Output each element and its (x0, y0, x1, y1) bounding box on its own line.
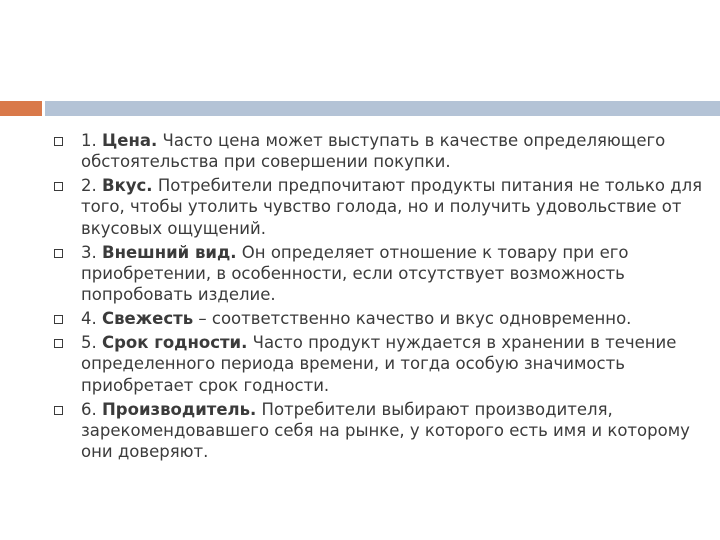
header-accent-blue-bar (45, 101, 720, 116)
list-item-appearance (52, 242, 712, 306)
item-label: Цена. (102, 131, 158, 150)
item-text: Часто цена может выступать в качестве определяющего обстоятельства при совершении покупки. (81, 131, 666, 172)
item-text: Потребители предпочитают продукты питания не только для того, чтобы утолить чувство голода, но и получить удовольствие от вкусовых ощущений. (81, 176, 703, 238)
item-label: Свежесть (102, 309, 194, 329)
square-bullet-icon (54, 137, 63, 146)
item-number: 2. (81, 176, 102, 196)
list-item-shelf-life (52, 332, 712, 396)
square-bullet-icon (54, 339, 63, 348)
item-text: – соответственно качество и вкус одновременно. (193, 309, 632, 329)
item-number: 5. (81, 333, 102, 353)
item-label: Производитель. (102, 399, 257, 419)
item-label: Срок годности. (102, 333, 248, 353)
item-number: 1. (81, 131, 102, 150)
item-text: Он определяет отношение к товару при его приобретении, в особенности, если отсутствует возможность попробовать изделие. (81, 242, 629, 305)
list-item-producer (52, 399, 712, 463)
item-number: 4. (81, 309, 102, 329)
square-bullet-icon (54, 315, 63, 324)
list-item-price (52, 130, 712, 173)
item-label: Вкус. (102, 176, 153, 196)
list-item-freshness (52, 308, 712, 329)
item-number: 3. (81, 242, 102, 262)
item-number: 6. (81, 399, 102, 419)
square-bullet-icon (54, 249, 63, 258)
square-bullet-icon (54, 406, 63, 415)
list-item-taste (52, 175, 712, 239)
item-text: Потребители выбирают производителя, зарекомендовавшего себя на рынке, у которого есть имя и которому они доверяют. (81, 399, 690, 462)
square-bullet-icon (54, 182, 63, 191)
item-label: Внешний вид. (102, 242, 237, 262)
item-text: Часто продукт нуждается в хранении в течение определенного периода времени, и тогда особую значимость приобретает срок годности. (81, 333, 677, 395)
header-accent-orange-bar (0, 101, 42, 116)
factor-list (52, 130, 712, 465)
